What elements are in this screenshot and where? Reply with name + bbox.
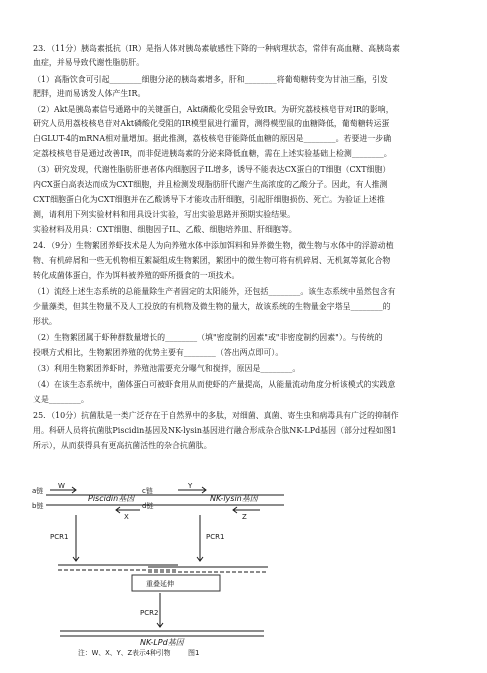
label-c-strand: c链 — [142, 487, 153, 495]
q24-part2-line-2: 投喂方式相比，生物絮团养殖的优势主要有________（答出两点即可）。 — [33, 348, 284, 357]
q24-part1-line-2: 少量藻类，但其生物量不及人工投放的有机物及微生物的量大，故该系统的生物量金字塔呈________的 — [33, 302, 391, 311]
q23-stem-line-1: 23．（11分）胰岛素抵抗（IR）是指人体对胰岛素敏感性下降的一种病理状态，常伴有高血糖、高胰岛素 — [33, 44, 400, 53]
label-primer-x: X — [124, 513, 129, 521]
label-primer-y: Y — [188, 482, 193, 490]
q24-part3-line: （3）利用生物絮团养虾时，养殖池需要充分曝气和搅拌，原因是________。 — [33, 364, 301, 373]
q23-part3-line-3: CXT细胞蛋白化为CXT细胞并在乙酸诱导下才能攻击肝细胞，引起肝细胞损伤、死亡。为验证上述推 — [33, 195, 385, 204]
q23-part2-line-3: 白GLUT-4的mRNA相对量增加。据此推测，荔枝核皂苷能降低血糖的原因是________。若要进一步确 — [33, 134, 392, 143]
label-a-strand: a链 — [32, 487, 44, 495]
label-b-strand: b链 — [32, 502, 44, 510]
q24-stem-line-1: 24．（9分）生物絮团养虾技术是人为向养殖水体中添加饵料和异养微生物，微生物与水体中的浮游动植 — [33, 241, 394, 250]
label-primer-z: Z — [242, 513, 247, 521]
q23-part1-line-2: 肥胖，进而易诱发人体产生IR。 — [33, 89, 146, 98]
q24-part4-line-1: （4）在该生态系统中，菌体蛋白可被虾食用从而使虾的产量提高，从能量流动角度分析该模式的实践意 — [33, 380, 396, 389]
figure-note: 注：W、X、Y、Z表示4种引物 — [78, 649, 171, 657]
label-primer-w: W — [58, 482, 65, 490]
label-pcr1-right: PCR1 — [206, 533, 225, 541]
q24-part4-line-2: 义是________。 — [33, 395, 89, 404]
q23-part3-line-4: 测，请利用下列实验材料和用具设计实验，写出实验思路并预期实验结果。 — [33, 210, 296, 219]
label-pcr1-left: PCR1 — [50, 533, 69, 541]
figure-caption: 图1 — [188, 649, 200, 657]
q24-part1-line-1: （1）流经上述生态系统的总能量除生产者固定的太阳能外，还包括________。该生态系统中虽然包含有 — [33, 287, 396, 296]
q25-stem-line-3: 所示），从而获得具有更高抗菌活性的杂合抗菌肽。 — [33, 441, 212, 450]
q24-stem-line-3: 转化成菌体蛋白，作为饵料被养殖的虾所摄食的一项技术。 — [33, 271, 240, 280]
figure-1-overlap-extension-pcr — [28, 481, 468, 659]
label-nk-lpd-gene: NK-LPd基因 — [140, 638, 184, 647]
q23-part2-line-2: 研究人员用荔枝核皂苷对Akt磷酸化受阻的IR模型鼠进行灌胃，测得模型鼠的血糖降低，葡萄糖转运蛋 — [33, 119, 390, 128]
label-pcr2: PCR2 — [140, 609, 159, 617]
q23-part3-line-2: 内CX蛋白高表达而成为CXT细胞，并且检测发现脂肪肝代谢产生高浓度的乙酸分子。因此，有人推测 — [33, 180, 388, 189]
q25-stem-line-1: 25．（10分）抗菌肽是一类广泛存在于自然界中的多肽，对细菌、真菌、寄生虫和病毒具有广泛的抑制作 — [33, 411, 399, 420]
label-overlap-extension: 重叠延伸 — [146, 580, 174, 588]
q23-part2-line-1: （2）Akt是胰岛素信号通路中的关键蛋白，Akt磷酸化受阻会导致IR。为研究荔枝核皂苷对IR的影响， — [33, 105, 394, 114]
label-piscidin-gene: Piscidin基因 — [88, 494, 135, 503]
q25-stem-line-2: 用。科研人员将抗菌肽Piscidin基因及NK-lysin基因进行融合形成杂合肽NK-LPd基因（部分过程如图1 — [33, 426, 397, 435]
q23-part1-line-1: （1）高脂饮食可引起________细胞分泌的胰岛素增多，肝和________将葡萄糖转变为甘油三酯，引发 — [33, 75, 388, 84]
q24-part1-line-3: 形状。 — [33, 317, 57, 326]
q23-materials-line: 实验材料及用具：CXT细胞、细胞因子IL、乙酸、细胞培养皿、肝细胞等。 — [33, 225, 297, 234]
label-nk-lysin-gene: NK-lysin基因 — [210, 494, 258, 503]
q23-stem-line-2: 血症，并易导致代谢性脂肪肝。 — [33, 58, 145, 67]
q24-stem-line-2: 物、有机碎屑和一些无机物相互絮凝组成生物絮团，絮团中的微生物可将有机碎屑、无机氮等氮化合物 — [33, 256, 391, 265]
label-d-strand: d链 — [142, 502, 154, 510]
q23-part2-line-4: 定荔枝核皂苷是通过改善IR，而非促进胰岛素的分泌来降低血糖，需在上述实验基础上检测________。 — [33, 149, 392, 158]
q24-part2-line-1: （2）生物絮团属于虾种群数量增长的________（填"密度制约因素"或"非密度制约因素"）。与传统的 — [33, 333, 383, 342]
q23-part3-line-1: （3）研究发现，代谢性脂肪肝患者体内细胞因子IL增多，诱导不能表达CX蛋白的T细胞（CXT细胞） — [33, 165, 391, 174]
